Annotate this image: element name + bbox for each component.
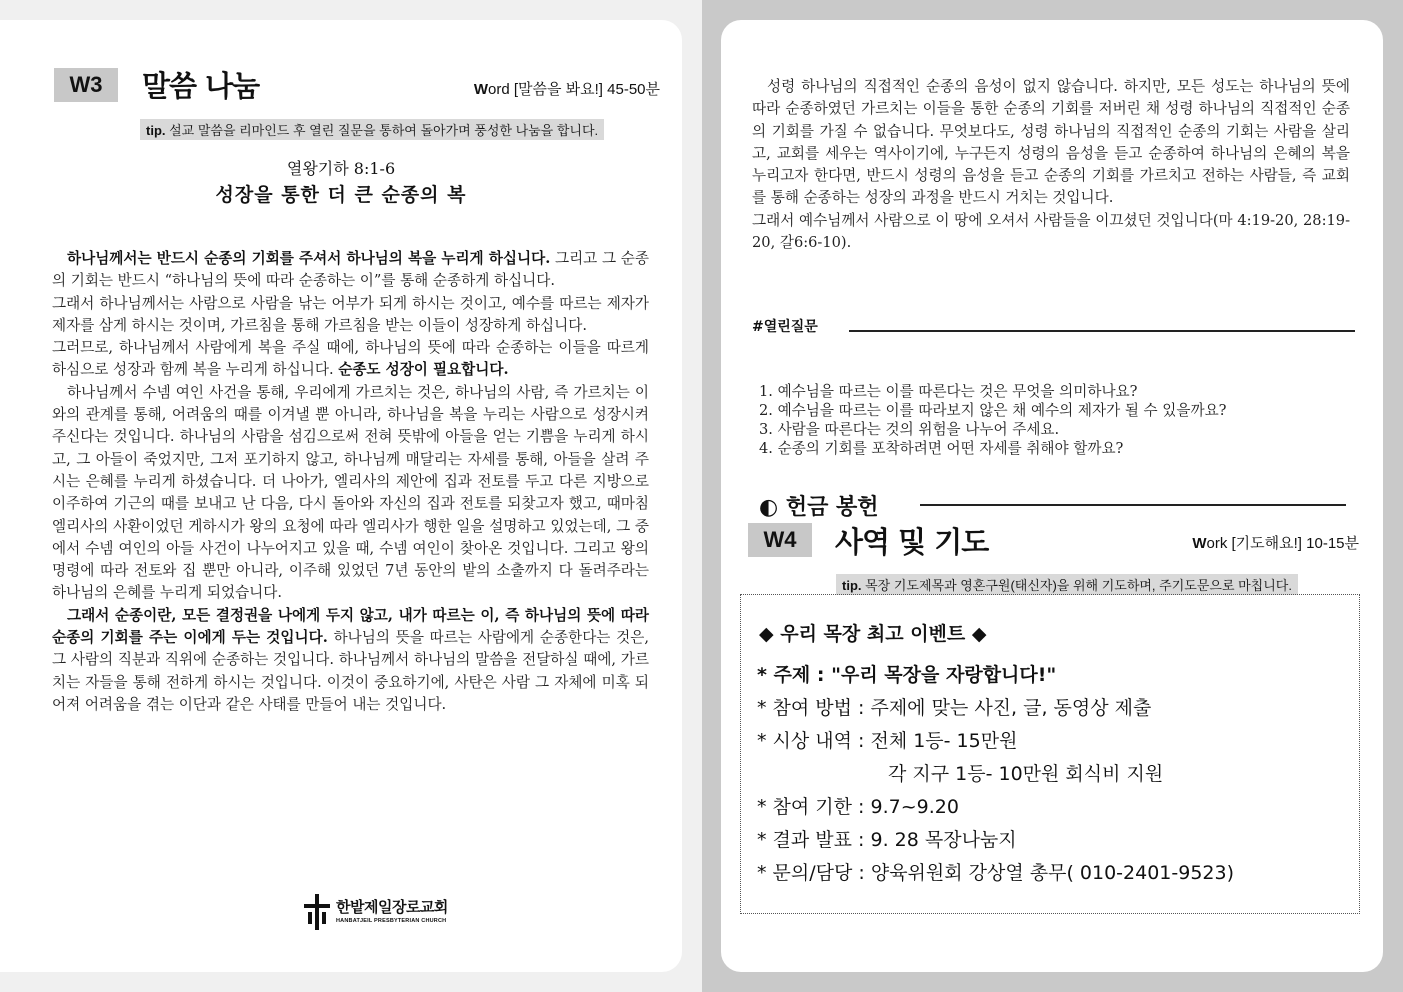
continued-body — [752, 76, 1350, 254]
tip-bar — [140, 119, 604, 140]
offering-line — [920, 504, 1346, 506]
paragraph-2: 그래서 하나님께서는 사람으로 사람을 낚는 어부가 되게 하시는 것이고, 예수를 따르는 제자가 제자를 삼게 하시는 것이며, 가르침을 통해 가르침을 받는 이들이 성장하게 하십니다. — [52, 294, 649, 334]
church-logo — [302, 892, 482, 934]
event-title: ◆ 우리 목장 최고 이벤트 ◆ — [759, 623, 987, 645]
question-item: 1. 예수님을 따르는 이를 따른다는 것은 무엇을 의미하나요? — [759, 383, 1138, 400]
scripture-reference: 열왕기하 8:1-6 — [286, 159, 396, 178]
paragraph-5 — [52, 605, 649, 716]
right-paragraph-2: 그래서 예수님께서 사람으로 이 땅에 오셔서 사람들을 이끄셨던 것입니다(마 4:19-20, 28:19-20, 갈6:6-10). — [752, 211, 1350, 252]
p1-bold: 하나님께서는 반드시 순종의 기회를 주셔서 하나님의 복을 누리게 하십니다. — [67, 250, 551, 267]
work-time-info — [1192, 532, 1359, 553]
question-item: 4. 순종의 기회를 포착하려면 어떤 자세를 취해야 할까요? — [759, 440, 1124, 457]
sermon-heading: 성장을 통한 더 큰 순종의 복 — [215, 184, 467, 206]
p1-rest: 그리고 그 순종의 기회는 반드시 “하나님의 뜻에 따라 순종하는 이”를 통해 순종하게 하십니다. — [52, 250, 649, 290]
open-questions-line — [849, 330, 1355, 332]
church-name: 한밭제일장로교회 — [336, 898, 448, 916]
tip-bar-w4 — [836, 574, 1298, 595]
event-deadline: * 참여 기한 : 9.7~9.20 — [757, 796, 959, 818]
cross-logo-icon — [302, 894, 332, 930]
p5-rest: 하나님의 뜻을 따르는 사람에게 순종한다는 것은, 그 사람의 직분과 직위에 순종하는 것입니다. 하나님께서 하나님의 말씀을 전달하실 때에, 가르치는 자들을 통해 전하게 하시는 것입니다. 이것이 중요하기에, 사탄은 사람 그 자체에 미혹 되어져 어려움을 겪는 이단과 같은 사태를 만들어 내는 것입니다. — [52, 629, 649, 713]
tip-text-w4: 목장 기도제목과 영혼구원(태신자)을 위해 기도하며, 주기도문으로 마칩니다. — [861, 578, 1292, 593]
section-badge-w4: W4 — [748, 523, 812, 557]
word-suffix: ord [말씀을 봐요!] 45-50분 — [488, 81, 660, 98]
church-name-english: HANBATJEIL PRESBYTERIAN CHURCH — [336, 918, 447, 924]
paragraph-4: 하나님께서 수넴 여인 사건을 통해, 우리에게 가르치는 것은, 하나님의 사람, 즉 가르치는 이와의 관계를 통해, 어려움의 때를 이겨낼 뿐 아니라, 하나님을 복을 누리는 사람으로 성장시켜 주신다는 것입니다. 하나님의 사람을 섬김으로써 전혀 뜻밖에 아들을 얻는 기쁨을 누리게 하시고, 그 아들이 죽었지만, 그저 포기하지 않고, 하나님께 매달리는 자세를 통해, 아들을 살려 주시는 은혜를 누리게 하셨습니다. 더 나아가, 엘리사의 제안에 집과 전토를 두고 다른 지방으로 이주하여 기근의 때를 보내고 난 다음, 다시 돌아와 자신의 집과 전토를 되찾고자 했고, 때마침 엘리사의 사환이었던 게하시가 왕의 요청에 따라 엘리사가 행한 일을 설명하고 있었는데, 그 중에서 수넴 여인의 아들 사건이 나누어지고 있을 때, 수넴 여인이 찾아온 것입니다. 그리고 왕의 명령에 따라 전토와 집 뿐만 아니라, 이주해 있었던 7년 동안의 밭의 소출까지 다 돌려주라는 하나님의 은혜를 누리게 되었습니다. — [52, 383, 649, 602]
tip-text: 설교 말씀을 리마인드 후 열린 질문을 통하여 돌아가며 풍성한 나눔을 합니다. — [165, 123, 599, 138]
word-time-info — [474, 78, 660, 99]
paragraph-3 — [52, 337, 649, 382]
tip-label: tip. — [146, 123, 166, 138]
section-badge-w3: W3 — [54, 68, 118, 102]
sermon-body — [52, 248, 649, 716]
event-prizes: * 시상 내역 : 전체 1등- 15만원 — [757, 730, 1018, 752]
right-page — [721, 20, 1383, 972]
event-prizes-district: 각 지구 1등- 10만원 회식비 지원 — [888, 763, 1164, 785]
p5-bold: 그래서 순종이란, 모든 결정권을 나에게 두지 않고, 내가 따르는 이, 즉 하나님의 뜻에 따라 순종의 기회를 주는 이에게 두는 것입니다. — [52, 606, 649, 647]
event-contact: * 문의/담당 : 양육위원회 강상열 총무( 010-2401-9523) — [757, 862, 1235, 884]
question-item: 2. 예수님을 따르는 이를 따라보지 않은 채 예수의 제자가 될 수 있을까요? — [759, 402, 1227, 419]
offering-heading: ◐ 헌금 봉헌 — [759, 495, 879, 520]
event-announcement: * 결과 발표 : 9. 28 목장나눔지 — [757, 829, 1017, 851]
right-paragraph-1: 성령 하나님의 직접적인 순종의 음성이 없지 않습니다. 하지만, 모든 성도는 하나님의 뜻에 따라 순종하였던 가르치는 이들을 통한 순종의 기회를 저버린 채 성령 하나님의 직접적인 순종의 기회를 가질 수 없습니다. 무엇보다도, 성령 하나님의 직접적인 순종의 기회는 사람을 살리고, 교회를 세우는 역사이기에, 누구든지 성령의 음성을 듣고 순종하여 하나님의 은혜의 복을 누리고자 한다면, 반드시 성령의 음성을 듣고 순종의 기회를 가르치고 전하는 사람들, 즉 교회를 통해 순종하는 성장의 과정을 반드시 거치는 것입니다. — [752, 78, 1350, 207]
section-title-w4: 사역 및 기도 — [835, 525, 989, 559]
question-item: 3. 사람을 따른다는 것의 위험을 나누어 주세요. — [759, 421, 1060, 438]
event-box — [740, 594, 1360, 914]
p3-bold: 순종도 성장이 필요합니다. — [338, 361, 509, 379]
word-prefix: W — [473, 81, 488, 98]
work-prefix: W — [1192, 535, 1207, 552]
event-theme: * 주제 : "우리 목장을 자랑합니다!" — [757, 664, 1057, 686]
open-questions-list — [759, 382, 1227, 458]
work-suffix: ork [기도해요!] 10-15분 — [1206, 535, 1359, 552]
section-title: 말씀 나눔 — [142, 69, 260, 103]
paragraph-1 — [52, 248, 649, 293]
open-questions-label: #열린질문 — [752, 319, 818, 335]
left-page — [0, 20, 682, 972]
event-participation: * 참여 방법 : 주제에 맞는 사진, 글, 동영상 제출 — [757, 697, 1152, 719]
p3-text: 그러므로, 하나님께서 사람에게 복을 주실 때에, 하나님의 뜻에 따라 순종하는 이들을 따르게 하심으로 성장과 함께 복을 누리게 하십니다. — [52, 339, 649, 379]
tip-label-w4: tip. — [842, 578, 862, 593]
